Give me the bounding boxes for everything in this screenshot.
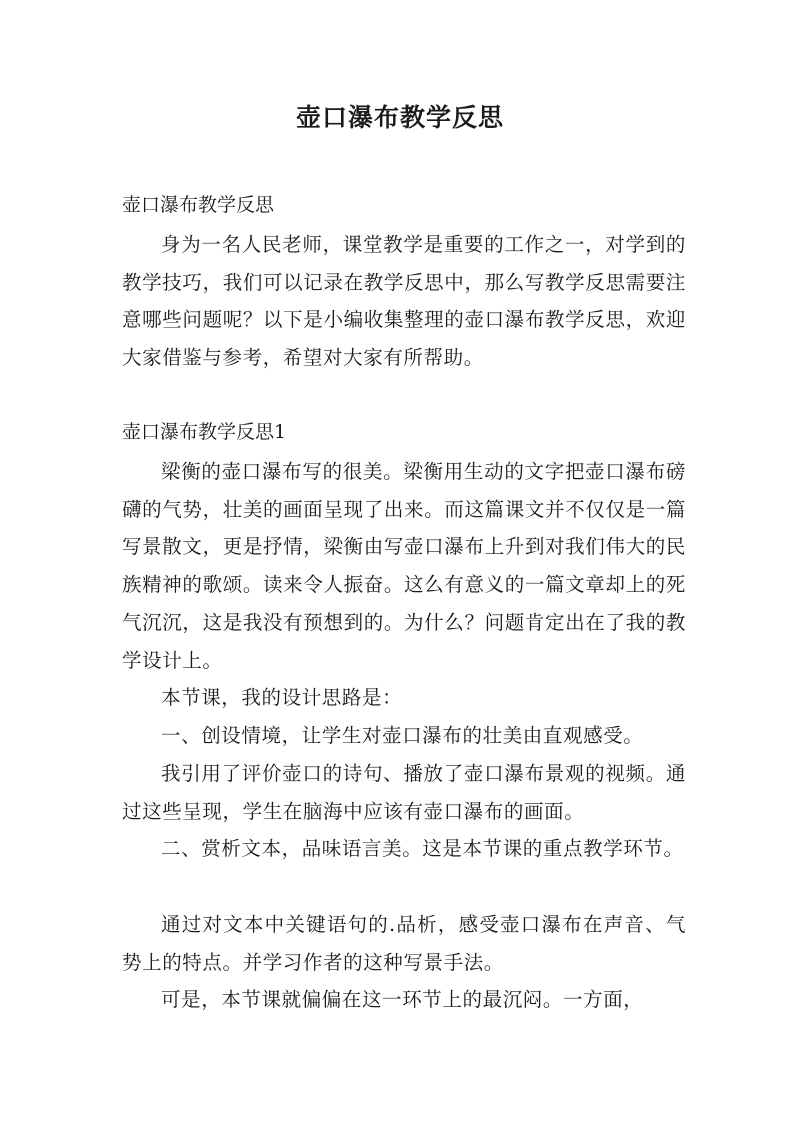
body-paragraph: 一、创设情境，让学生对壶口瀑布的壮美由直观感受。 (161, 724, 644, 747)
intro-paragraph: 身为一名人民老师，课堂教学是重要的工作之一，对学到的教学技巧，我们可以记录在教学反思中，那么写教学反思需要注意哪些问题呢？以下是小编收集整理的壶口瀑布教学反思，欢迎大家借鉴与参考，希望对大家有所帮助。 (122, 233, 686, 370)
body-paragraph: 可是，本节课就偏偏在这一环节上的最沉闷。一方面， (161, 988, 644, 1011)
document-title: 壶口瀑布教学反思 (295, 103, 504, 132)
body-paragraph: 本节课，我的设计思路是： (161, 686, 403, 709)
intro-heading: 壶口瀑布教学反思 (122, 194, 275, 216)
body-paragraph: 二、赏析文本，品味语言美。这是本节课的重点教学环节。 (161, 837, 684, 860)
body-paragraph: 梁衡的壶口瀑布写的很美。梁衡用生动的文字把壶口瀑布磅礴的气势，壮美的画面呈现了出来。而这篇课文并不仅仅是一篇写景散文，更是抒情，梁衡由写壶口瀑布上升到对我们伟大的民族精神的歌颂。读来令人振奋。这么有意义的一篇文章却上的死气沉沉，这是我没有预想到的。为什么？问题肯定出在了我的教学设计上。 (122, 460, 686, 672)
body-paragraph: 通过对文本中关键语句的.品析，感受壶口瀑布在声音、气势上的特点。并学习作者的这种写景手法。 (122, 913, 686, 974)
section-heading-1: 壶口瀑布教学反思1 (122, 421, 287, 443)
body-paragraph: 我引用了评价壶口的诗句、播放了壶口瀑布景观的视频。通过这些呈现，学生在脑海中应该有壶口瀑布的画面。 (122, 762, 686, 823)
